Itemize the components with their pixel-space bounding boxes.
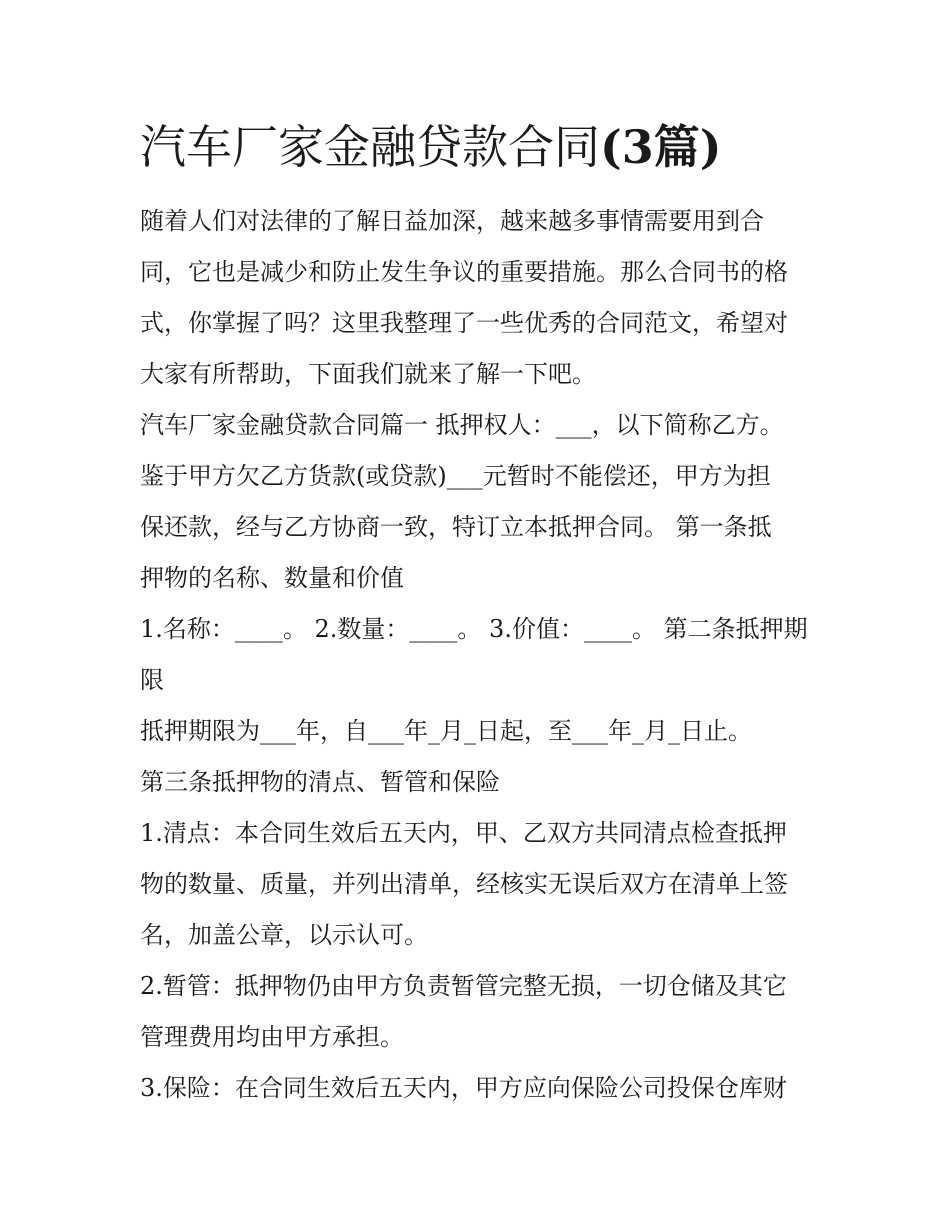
text-line: 1.名称：____。 2.数量：____。 3.价值：____。 第二条抵押期 [140, 615, 808, 643]
text-line: 保还款，经与乙方协商一致，特订立本抵押合同。 第一条抵 [140, 513, 772, 541]
document-body [140, 196, 820, 1114]
text-line: 随着人们对法律的了解日益加深，越来越多事情需要用到合 [140, 207, 764, 235]
text-line: 同，它也是减少和防止发生争议的重要措施。那么合同书的格 [140, 258, 788, 286]
text-line: 物的数量、质量，并列出清单，经核实无误后双方在清单上签 [140, 870, 788, 898]
text-line: 抵押期限为___年，自___年_月_日起，至___年_月_日止。 [140, 717, 752, 745]
text-line: 2.暂管：抵押物仍由甲方负责暂管完整无损，一切仓储及其它 [140, 972, 787, 1000]
text-line: 式，你掌握了吗？这里我整理了一些优秀的合同范文，希望对 [140, 309, 788, 337]
text-line: 管理费用均由甲方承担。 [140, 1023, 404, 1051]
text-line: 第三条抵押物的清点、暂管和保险 [140, 768, 500, 796]
text-line: 大家有所帮助，下面我们就来了解一下吧。 [140, 360, 596, 388]
title-count: (3篇) [600, 120, 722, 174]
text-line: 名，加盖公章，以示认可。 [140, 921, 428, 949]
title-main: 汽车厂家金融贷款合同 [140, 120, 600, 174]
text-line: 押物的名称、数量和价值 [140, 564, 404, 592]
text-line: 限 [140, 666, 164, 694]
document-title [140, 112, 840, 182]
text-line: 鉴于甲方欠乙方货款(或贷款)___元暂时不能偿还，甲方为担 [140, 462, 771, 490]
text-line: 3.保险：在合同生效后五天内，甲方应向保险公司投保仓库财 [140, 1074, 787, 1102]
text-line: 1.清点：本合同生效后五天内，甲、乙双方共同清点检查抵押 [140, 819, 787, 847]
text-line: 汽车厂家金融贷款合同篇一 抵押权人：___，以下简称乙方。 [140, 411, 784, 439]
